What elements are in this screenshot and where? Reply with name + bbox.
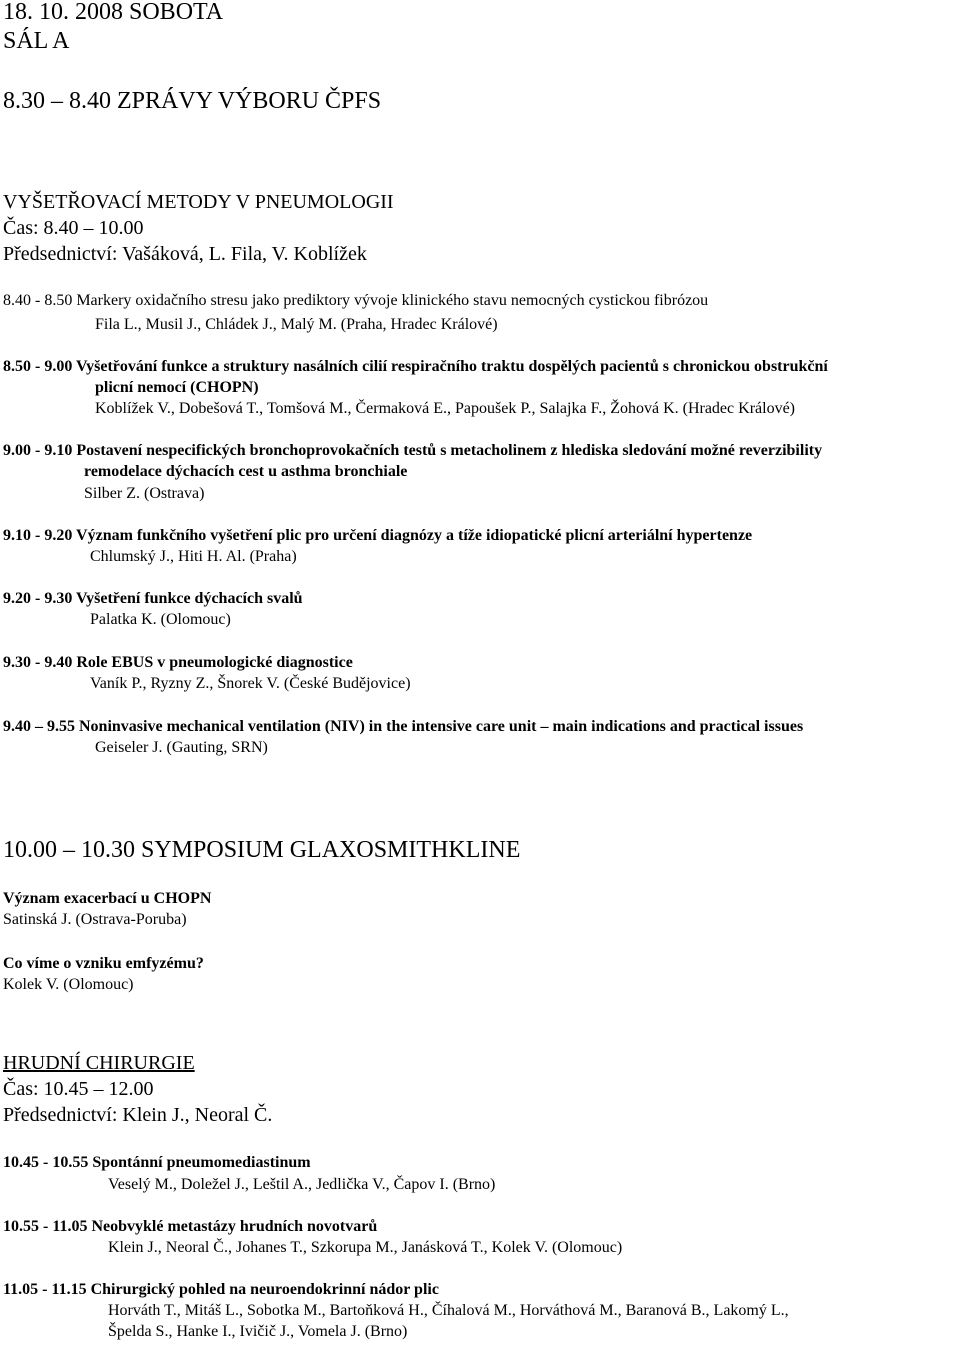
- talk-authors: Palatka K. (Olomouc): [90, 611, 231, 628]
- session2-time: Čas: 10.45 – 12.00: [3, 1078, 154, 1100]
- talk-authors: Chlumský J., Hiti H. Al. (Praha): [90, 548, 297, 565]
- talk-title: 8.50 - 9.00 Vyšetřování funkce a struktury nasálních cilií respiračního traktu dospělých pacientů s chronickou obstrukční: [3, 358, 828, 375]
- talk-authors: Horváth T., Mitáš L., Sobotka M., Bartoňková H., Číhalová M., Horváthová M., Baranová B., Lakomý L.,: [108, 1302, 789, 1319]
- talk-title: 9.20 - 9.30 Vyšetření funkce dýchacích svalů: [3, 590, 303, 607]
- talk-title: 9.40 – 9.55 Noninvasive mechanical ventilation (NIV) in the intensive care unit – main indications and practical issues: [3, 718, 804, 735]
- session1-title: VYŠETŘOVACÍ METODY V PNEUMOLOGII: [3, 191, 394, 213]
- talk-title: 10.55 - 11.05 Neobvyklé metastázy hrudních novotvarů: [3, 1218, 378, 1235]
- hall-heading: SÁL A: [3, 28, 70, 54]
- talk-authors: Fila L., Musil J., Chládek J., Malý M. (Praha, Hradec Králové): [95, 316, 498, 333]
- symposium-talk-authors: Kolek V. (Olomouc): [3, 976, 134, 993]
- talk-title: 9.00 - 9.10 Postavení nespecifických bronchoprovokačních testů s metacholinem z hlediska sledování možné reverzibility: [3, 442, 823, 459]
- talk-authors: Klein J., Neoral Č., Johanes T., Szkorupa M., Janásková T., Kolek V. (Olomouc): [108, 1239, 623, 1256]
- session2-title: HRUDNÍ CHIRURGIE: [3, 1052, 195, 1074]
- symposium-talk-authors: Satinská J. (Ostrava-Poruba): [3, 911, 187, 928]
- date-heading: 18. 10. 2008 SOBOTA: [3, 0, 224, 25]
- symposium-talk-title: Co víme o vzniku emfyzému?: [3, 955, 204, 972]
- talk-title-cont: plicní nemocí (CHOPN): [95, 379, 259, 396]
- talk-title: 9.10 - 9.20 Význam funkčního vyšetření plic pro určení diagnózy a tíže idiopatické plicní arteriální hypertenze: [3, 527, 753, 544]
- talk-authors: Silber Z. (Ostrava): [84, 485, 205, 502]
- talk-title: 10.45 - 10.55 Spontánní pneumomediastinum: [3, 1154, 311, 1171]
- talk-authors: Geiseler J. (Gauting, SRN): [95, 739, 268, 756]
- talk-authors: Veselý M., Doležel J., Leštil A., Jedlička V., Čapov I. (Brno): [108, 1176, 496, 1193]
- session2-chairs: Předsednictví: Klein J., Neoral Č.: [3, 1104, 273, 1126]
- symposium-talk-title: Význam exacerbací u CHOPN: [3, 890, 212, 907]
- session1-chairs: Předsednictví: Vašáková, L. Fila, V. Koblížek: [3, 243, 367, 265]
- talk-authors: Vaník P., Ryzny Z., Šnorek V. (České Budějovice): [90, 675, 411, 692]
- committee-heading: 8.30 – 8.40 ZPRÁVY VÝBORU ČPFS: [3, 88, 382, 114]
- symposium-heading: 10.00 – 10.30 SYMPOSIUM GLAXOSMITHKLINE: [3, 837, 521, 863]
- talk-title: 9.30 - 9.40 Role EBUS v pneumologické diagnostice: [3, 654, 353, 671]
- session1-time: Čas: 8.40 – 10.00: [3, 217, 144, 239]
- talk-authors-cont: Špelda S., Hanke I., Ivičič J., Vomela J. (Brno): [108, 1323, 408, 1340]
- talk-title: 11.05 - 11.15 Chirurgický pohled na neuroendokrinní nádor plic: [3, 1281, 439, 1298]
- talk-authors: Koblížek V., Dobešová T., Tomšová M., Čermaková E., Papoušek P., Salajka F., Žohová K. (Hradec Králové): [95, 400, 795, 417]
- talk-title: 8.40 - 8.50 Markery oxidačního stresu jako prediktory vývoje klinického stavu nemocných cystickou fibrózou: [3, 292, 709, 309]
- talk-title-cont: remodelace dýchacích cest u asthma bronchiale: [84, 463, 408, 480]
